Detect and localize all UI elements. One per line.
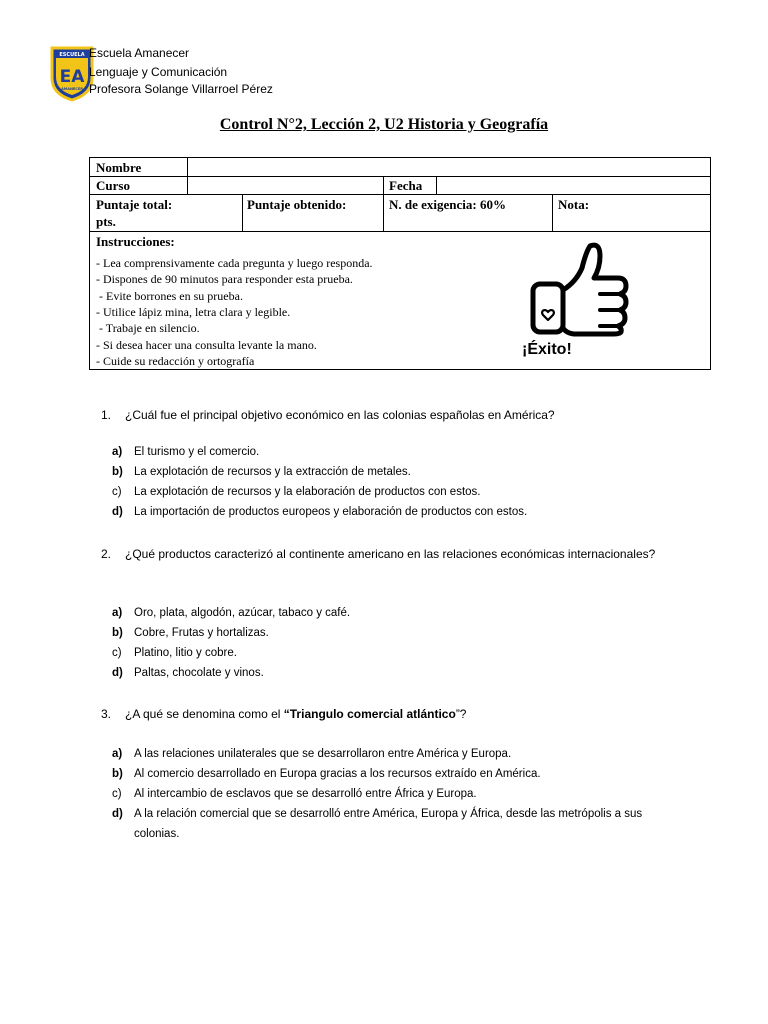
option-1a[interactable]: a) El turismo y el comercio.: [112, 446, 260, 458]
instruction-item: - Dispones de 90 minutos para responder esta prueba.: [96, 272, 353, 287]
nombre-field[interactable]: [188, 158, 710, 176]
instructions-heading: Instrucciones:: [96, 234, 175, 249]
instruction-item: - Cuide su redacción y ortografía: [96, 353, 255, 368]
page-title: Control N°2, Lección 2, U2 Historia y Geografía: [219, 116, 549, 133]
option-1c[interactable]: c) La explotación de recursos y la elaboración de productos con estos.: [112, 486, 481, 498]
instruction-item: - Lea comprensivamente cada pregunta y luego responda.: [96, 256, 373, 270]
nombre-label: Nombre: [96, 160, 142, 175]
pts-label: pts.: [96, 214, 116, 229]
question-1: [101, 405, 661, 425]
option-1d[interactable]: d) La importación de productos europeos y elaboración de productos con estos.: [112, 506, 528, 518]
instruction-item: - Evite borrones en su prueba.: [96, 288, 243, 303]
option-1b[interactable]: b) La explotación de recursos y la extracción de metales.: [112, 466, 411, 478]
instruction-item: - Si desea hacer una consulta levante la mano.: [96, 337, 317, 352]
logo-top-text: ESCUELA: [59, 52, 85, 58]
question-3: [101, 704, 661, 724]
curso-label: Curso: [96, 178, 130, 193]
thumbs-up-icon: [528, 238, 632, 338]
option-3d[interactable]: d) A la relación comercial que se desarrolló entre América, Europa y África, desde las metrópolis a sus colonias.: [112, 808, 643, 840]
question-number: 2.: [101, 547, 112, 561]
question-number: 1.: [101, 408, 112, 422]
logo-initials: EA: [59, 67, 85, 87]
subject-name: Lenguaje y Comunicación: [89, 65, 228, 79]
question-text: ¿Cuál fue el principal objetivo económico en las colonias españolas en América?: [125, 408, 555, 422]
school-name: Escuela Amanecer: [89, 46, 190, 60]
logo-bottom-text: AMANECER: [61, 87, 83, 91]
option-2d[interactable]: d) Paltas, chocolate y vinos.: [112, 667, 264, 679]
option-3a[interactable]: a) A las relaciones unilaterales que se desarrollaron entre América y Europa.: [112, 748, 512, 760]
instruction-item: - Trabaje en silencio.: [96, 321, 200, 336]
question-text: ¿Qué productos caracterizó al continente americano en las relaciones económicas internacionales?: [125, 547, 656, 561]
puntaje-total-label: Puntaje total:: [96, 197, 173, 212]
success-badge: ¡Éxito!: [522, 341, 572, 358]
option-3b[interactable]: b) Al comercio desarrollado en Europa gracias a los recursos extraído en América.: [112, 768, 541, 780]
teacher-name: Profesora Solange Villarroel Pérez: [89, 82, 273, 96]
question-text: ¿A qué se denomina como el “Triangulo comercial atlántico”?: [125, 707, 467, 721]
instruction-item: - Utilice lápiz mina, letra clara y legible.: [96, 304, 291, 319]
exigencia-label: N. de exigencia: 60%: [389, 197, 506, 212]
option-2a[interactable]: a) Oro, plata, algodón, azúcar, tabaco y café.: [112, 607, 351, 619]
option-2b[interactable]: b) Cobre, Frutas y hortalizas.: [112, 627, 269, 639]
curso-field[interactable]: [188, 177, 383, 194]
puntaje-obtenido-label: Puntaje obtenido:: [247, 197, 347, 212]
option-2c[interactable]: c) Platino, litio y cobre.: [112, 647, 237, 659]
question-2: [101, 544, 661, 564]
question-number: 3.: [101, 707, 112, 721]
option-3c[interactable]: c) Al intercambio de esclavos que se desarrolló entre África y Europa.: [112, 788, 477, 800]
fecha-field[interactable]: [437, 177, 710, 194]
fecha-label: Fecha: [389, 178, 423, 193]
nota-label: Nota:: [558, 197, 590, 212]
student-info-table: [89, 157, 711, 370]
